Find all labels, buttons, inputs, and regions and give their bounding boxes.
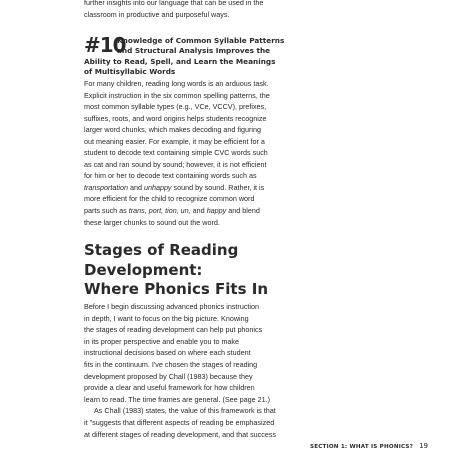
section-10-header xyxy=(84,33,324,77)
section-10-body xyxy=(84,78,324,228)
title-line: Development: xyxy=(84,260,203,279)
intro-line: classroom in productive and purposeful ways. xyxy=(84,9,230,19)
title-line: Stages of Reading xyxy=(84,241,239,259)
heading-line: and Structural Analysis Improves the xyxy=(117,46,271,56)
body-line: For many children, reading long words is an arduous task. xyxy=(84,79,269,88)
body-line: in its proper perspective and enable you to make xyxy=(84,336,240,346)
page-number: 19 xyxy=(419,442,428,450)
body-line: most common syllable types (e.g., VCe, VCCV), prefixes, xyxy=(84,102,267,112)
body-line: suffixes, roots, and word origins helps students recognize xyxy=(84,113,267,123)
body-line: student to decode text containing simple CVC words such xyxy=(84,148,268,158)
body-line: for him or her to decode text containing words such as xyxy=(84,171,257,181)
body-line: at different stages of reading development, and that success xyxy=(84,429,277,439)
body-line: it "suggests that different aspects of reading be emphasized xyxy=(84,417,275,427)
page-footer xyxy=(310,442,428,451)
body-line: these larger chunks to sound out the word. xyxy=(84,217,220,227)
heading-line: of Multisyllabic Words xyxy=(84,66,176,76)
title-line: Where Phonics Fits In xyxy=(84,280,268,298)
heading-line: Knowledge of Common Syllable Patterns xyxy=(117,36,285,45)
section-number: #10 xyxy=(84,33,126,57)
body-line: learn to read. The time frames are general. (See page 21.) xyxy=(84,394,271,404)
intro-paragraph xyxy=(84,0,324,20)
body-line: fits in the continuum. I've chosen the stages of reading xyxy=(84,359,258,369)
heading-line: Ability to Read, Spell, and Learn the Meanings xyxy=(84,56,276,66)
body-line: development proposed by Chall (1983) because they xyxy=(84,371,253,381)
body-line: larger word chunks, which makes decoding and figuring xyxy=(84,125,261,135)
body-line: parts such as trans, port, tion, un, and happy and blend xyxy=(84,206,260,216)
body-line: as cat and ran sound by sound; however, it is not efficient xyxy=(84,159,267,169)
body-line: more efficient for the child to recognize common word xyxy=(84,194,255,204)
body-line: Explicit instruction in the six common spelling patterns, the xyxy=(84,90,270,100)
section-10-heading xyxy=(84,33,324,77)
body-line: out meaning easier. For example, it may be efficient for a xyxy=(84,136,265,146)
body-line: transportation and unhappy sound by sound. Rather, it is xyxy=(84,182,265,192)
body-line: As Chall (1983) states, the value of this framework is that xyxy=(94,406,276,416)
stages-body xyxy=(84,301,324,440)
stages-section xyxy=(84,241,324,439)
body-line: provide a clear and useful framework for how children xyxy=(84,383,255,393)
stages-title xyxy=(84,241,324,300)
footer-section-label: SECTION 1: WHAT IS PHONICS? xyxy=(310,444,414,450)
body-line: Before I begin discussing advanced phonics instruction xyxy=(84,302,260,311)
section-10 xyxy=(84,33,324,227)
intro-line: further insights into our language that can be used in the xyxy=(84,0,264,7)
body-line: in depth, I want to focus on the big picture. Knowing xyxy=(84,313,249,323)
body-line: the stages of reading development can help put phonics xyxy=(84,325,263,335)
body-line: instructional decisions based on where each student xyxy=(84,348,251,358)
